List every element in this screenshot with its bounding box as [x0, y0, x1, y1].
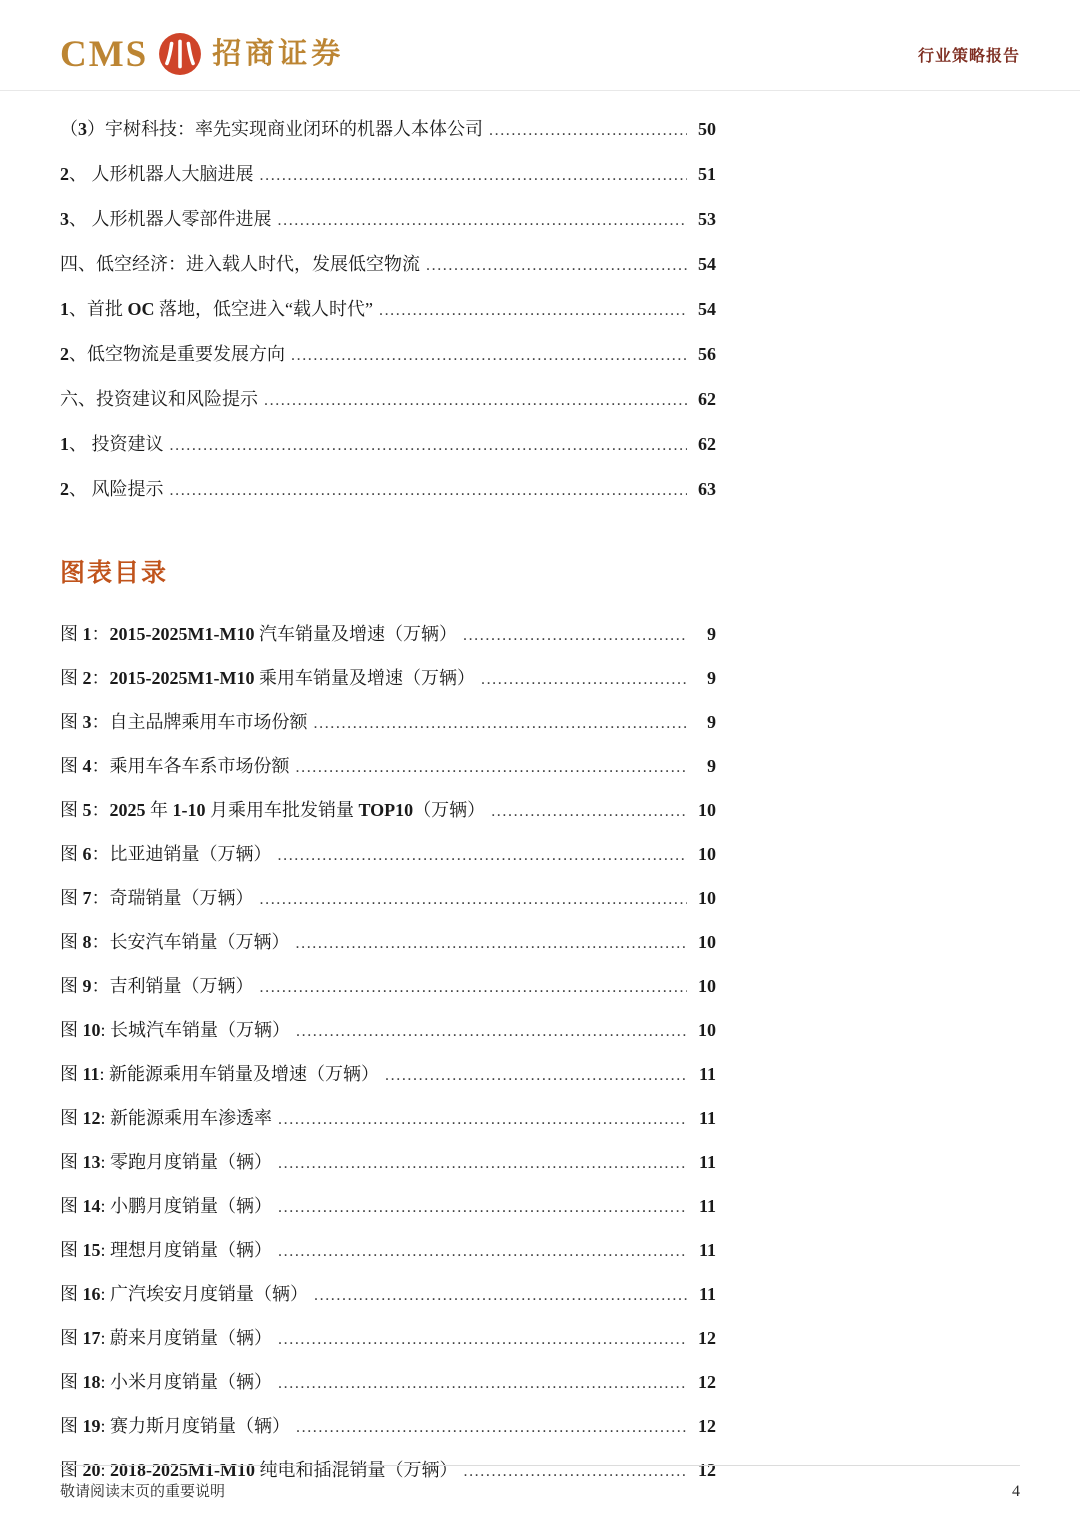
figure-entry-label: 图 12: 新能源乘用车渗透率 [60, 1108, 273, 1128]
page-footer [60, 1465, 1020, 1501]
toc-entry-page-number: 56 [698, 344, 716, 364]
toc-entry[interactable] [60, 387, 716, 413]
figure-entry[interactable] [60, 1414, 716, 1440]
toc-entry-label: 四、低空经济：进入载人时代，发展低空物流 [60, 254, 420, 274]
toc-entry[interactable] [60, 432, 716, 458]
figure-entry[interactable] [60, 666, 716, 692]
dotted-leader [296, 754, 688, 780]
figure-entry[interactable] [60, 974, 716, 1000]
toc-entry-page-number: 50 [698, 119, 716, 139]
toc-entry-page-number: 54 [698, 299, 716, 319]
figure-entry-label: 图 3：自主品牌乘用车市场份额 [60, 712, 308, 732]
figure-entry-page-number: 9 [707, 756, 716, 776]
figure-entry-page-number: 10 [698, 932, 716, 952]
figure-entry-label: 图 14: 小鹏月度销量（辆） [60, 1196, 273, 1216]
dotted-leader [264, 387, 687, 413]
dotted-leader [296, 1018, 687, 1044]
dotted-leader [260, 886, 688, 912]
figure-entry-page-number: 9 [707, 624, 716, 644]
figure-entry-label: 图 15: 理想月度销量（辆） [60, 1240, 273, 1260]
figure-entry[interactable] [60, 1150, 716, 1176]
figure-entry-page-number: 11 [698, 1284, 716, 1304]
toc-entry-label: 1、首批 OC 落地，低空进入“载人时代” [60, 299, 373, 319]
toc-entry-label: 2、 人形机器人大脑进展 [60, 164, 254, 184]
dotted-leader [278, 1370, 687, 1396]
toc-entry[interactable] [60, 162, 716, 188]
figure-entry-label: 图 1：2015-2025M1-M10 汽车销量及增速（万辆） [60, 624, 457, 644]
figure-entry[interactable] [60, 842, 716, 868]
toc-entry[interactable] [60, 477, 716, 503]
footer-disclaimer: 敬请阅读末页的重要说明 [60, 1484, 226, 1500]
toc-entry-label: 2、 风险提示 [60, 479, 164, 499]
dotted-leader [296, 930, 688, 956]
dotted-leader [291, 342, 687, 368]
figure-entry[interactable] [60, 1282, 716, 1308]
toc-entry-page-number: 54 [698, 254, 716, 274]
dotted-leader [278, 1238, 687, 1264]
toc-entry-page-number: 63 [698, 479, 716, 499]
figure-entry-page-number: 12 [698, 1328, 716, 1348]
toc-entry-page-number: 62 [698, 389, 716, 409]
figure-entry-page-number: 11 [698, 1152, 716, 1172]
dotted-leader [314, 710, 688, 736]
figure-entry[interactable] [60, 622, 716, 648]
toc-entry-label: 1、 投资建议 [60, 434, 164, 454]
toc-entry[interactable] [60, 297, 716, 323]
figures-section-title: 图表目录 [60, 560, 169, 587]
dotted-leader [278, 207, 688, 233]
figure-entry[interactable] [60, 886, 716, 912]
page-header [0, 0, 1080, 91]
figure-entry-page-number: 11 [698, 1064, 716, 1084]
figure-list [60, 622, 716, 1484]
figure-entry-label: 图 18: 小米月度销量（辆） [60, 1372, 273, 1392]
dotted-leader [170, 477, 688, 503]
toc-entry[interactable] [60, 207, 716, 233]
figure-entry-page-number: 12 [698, 1460, 716, 1480]
figure-entry[interactable] [60, 930, 716, 956]
toc-entry-label: （3）宇树科技：率先实现商业闭环的机器人本体公司 [60, 119, 483, 139]
figure-entry[interactable] [60, 1326, 716, 1352]
dotted-leader [489, 117, 687, 143]
figure-entry-page-number: 10 [698, 844, 716, 864]
dotted-leader [278, 1326, 687, 1352]
figure-entry-page-number: 12 [698, 1372, 716, 1392]
figure-entry-label: 图 20: 2018-2025M1-M10 纯电和插混销量（万辆） [60, 1460, 458, 1480]
figure-entry-label: 图 17: 蔚来月度销量（辆） [60, 1328, 273, 1348]
cms-logo-text: CMS [60, 33, 149, 75]
dotted-leader [314, 1282, 687, 1308]
page-number: 4 [1012, 1483, 1020, 1500]
figure-entry[interactable] [60, 1062, 716, 1088]
toc-entry-label: 六、投资建议和风险提示 [60, 389, 258, 409]
dotted-leader [278, 1150, 687, 1176]
figure-entry-page-number: 11 [698, 1240, 716, 1260]
figure-entry-label: 图 6：比亚迪销量（万辆） [60, 844, 272, 864]
figure-entry-label: 图 8：长安汽车销量（万辆） [60, 932, 290, 952]
figure-entry-label: 图 5：2025 年 1-10 月乘用车批发销量 TOP10（万辆） [60, 800, 486, 820]
figure-entry[interactable] [60, 1238, 716, 1264]
toc-entry[interactable] [60, 117, 716, 143]
toc-entry-page-number: 51 [698, 164, 716, 184]
figure-entry-page-number: 11 [698, 1108, 716, 1128]
dotted-leader [278, 842, 688, 868]
figure-entry[interactable] [60, 1194, 716, 1220]
figure-entry[interactable] [60, 710, 716, 736]
toc-entry[interactable] [60, 252, 716, 278]
dotted-leader [426, 252, 687, 278]
figure-entry-label: 图 9：吉利销量（万辆） [60, 976, 254, 996]
figure-entry[interactable] [60, 1106, 716, 1132]
figure-entry[interactable] [60, 798, 716, 824]
toc-entry-label: 3、 人形机器人零部件进展 [60, 209, 272, 229]
dotted-leader [260, 974, 688, 1000]
figure-entry[interactable] [60, 1018, 716, 1044]
dotted-leader [481, 666, 687, 692]
dotted-leader [463, 622, 687, 648]
figure-entry[interactable] [60, 754, 716, 780]
toc-entry-page-number: 62 [698, 434, 716, 454]
page-content [0, 91, 1080, 1484]
figure-entry-label: 图 16: 广汽埃安月度销量（辆） [60, 1284, 308, 1304]
figure-entry-label: 图 13: 零跑月度销量（辆） [60, 1152, 273, 1172]
figure-entry-page-number: 9 [707, 668, 716, 688]
dotted-leader [379, 297, 687, 323]
toc-entry-page-number: 53 [698, 209, 716, 229]
cms-logo-icon [158, 32, 202, 76]
dotted-leader [385, 1062, 687, 1088]
dotted-leader [491, 798, 687, 824]
figure-entry-page-number: 11 [698, 1196, 716, 1216]
figure-entry-page-number: 9 [707, 712, 716, 732]
figure-entry-page-number: 10 [698, 976, 716, 996]
figure-entry-page-number: 10 [698, 800, 716, 820]
dotted-leader [260, 162, 688, 188]
dotted-leader [278, 1106, 687, 1132]
figure-entry-label: 图 11: 新能源乘用车销量及增速（万辆） [60, 1064, 380, 1084]
figure-entry[interactable] [60, 1370, 716, 1396]
figure-entry-label: 图 2：2015-2025M1-M10 乘用车销量及增速（万辆） [60, 668, 475, 688]
cms-logo [60, 32, 344, 76]
figure-entry-label: 图 19: 赛力斯月度销量（辆） [60, 1416, 290, 1436]
toc-list [60, 117, 716, 503]
report-type-label: 行业策略报告 [917, 47, 1020, 65]
brand-name: 招商证券 [212, 37, 345, 70]
dotted-leader [170, 432, 688, 458]
toc-entry-label: 2、低空物流是重要发展方向 [60, 344, 285, 364]
figure-entry-page-number: 10 [698, 1020, 716, 1040]
figure-entry-label: 图 4：乘用车各车系市场份额 [60, 756, 290, 776]
dotted-leader [296, 1414, 687, 1440]
figure-entry-label: 图 10: 长城汽车销量（万辆） [60, 1020, 290, 1040]
dotted-leader [278, 1194, 687, 1220]
figure-entry-page-number: 10 [698, 888, 716, 908]
figure-entry-label: 图 7：奇瑞销量（万辆） [60, 888, 254, 908]
toc-entry[interactable] [60, 342, 716, 368]
figure-entry-page-number: 12 [698, 1416, 716, 1436]
